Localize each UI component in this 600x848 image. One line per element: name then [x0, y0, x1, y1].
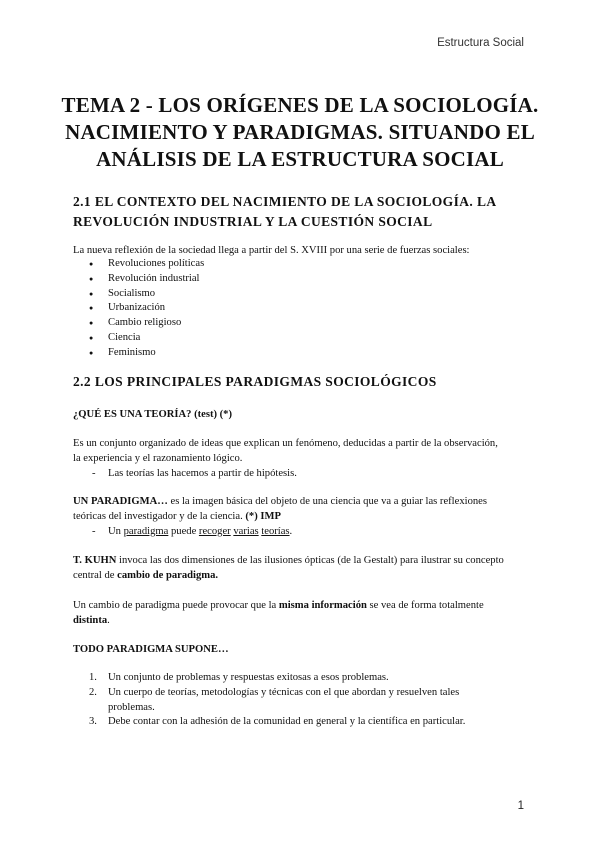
paradigm-definition: [73, 494, 533, 539]
paradigm-def-rest: es la imagen básica del objeto de una ciencia que va a guiar las reflexiones: [167, 496, 487, 507]
section-2-heading: 2.2 LOS PRINCIPALES PARADIGMAS SOCIOLÓGICOS: [73, 374, 437, 389]
theory-definition: [73, 436, 533, 481]
paradigm-note-puede: puede: [168, 526, 199, 537]
title-line-2: NACIMIENTO Y PARADIGMAS. SITUANDO EL: [65, 120, 535, 144]
list-item: [73, 715, 533, 730]
change-line1-b: se vea de forma totalmente: [366, 600, 484, 611]
section-1-heading-line-1: 2.1 EL CONTEXTO DEL NACIMIENTO DE LA SOCIOLOGÍA. LA: [73, 194, 497, 209]
list-item: ● Socialismo: [73, 287, 533, 302]
item-text: Un conjunto de problemas y respuestas exitosas a esos problemas.: [108, 672, 389, 683]
kuhn-line2-text: central de: [73, 570, 118, 581]
kuhn-name: T. KUHN: [73, 555, 117, 566]
title-line-3: ANÁLISIS DE LA ESTRUCTURA SOCIAL: [96, 147, 504, 171]
list-item: [73, 671, 533, 686]
list-item: [73, 686, 533, 716]
theory-definition-line-1: Es un conjunto organizado de ideas que explican un fenómeno, deducidas a partir de la observación,: [73, 438, 498, 449]
list-item: ● Cambio religioso: [73, 316, 533, 331]
paradigm-shift-term: cambio de paradigma.: [117, 570, 219, 581]
list-item: ● Urbanización: [73, 301, 533, 316]
item-text: Un cuerpo de teorías, metodologías y técnicas con el que abordan y resuelven tales: [108, 686, 460, 698]
section-1-heading: [73, 192, 497, 232]
paradigm-def-line2: teóricas del investigador y de la ciencia.: [73, 511, 246, 522]
change-line-2: [73, 613, 533, 628]
list-item: ● Ciencia: [73, 331, 533, 346]
document-title: [60, 92, 540, 173]
theory-question: ¿QUÉ ES UNA TEORÍA? (test) (*): [73, 409, 233, 420]
kuhn-line-2: [73, 568, 533, 583]
kuhn-line1-rest: invoca las dos dimensiones de las ilusiones ópticas (de la Gestalt) para ilustrar su concepto: [116, 555, 504, 566]
item-number: 2.: [89, 686, 97, 698]
paradigm-definition-line-2: [73, 509, 533, 524]
dash-marker: -: [92, 468, 96, 479]
paradigm-definition-line-1: [73, 494, 533, 509]
item-number: 3.: [89, 716, 97, 728]
paradigm-note-end: .: [289, 526, 293, 537]
theory-definition-line-2: la experiencia y el razonamiento lógico.: [73, 453, 243, 464]
paradigm-note-paradigma: paradigma: [123, 526, 169, 537]
imp-tag: (*) IMP: [245, 511, 281, 522]
change-line1-a: Un cambio de paradigma puede provocar que la: [73, 600, 279, 611]
section-1-intro: La nueva reflexión de la sociedad llega a partir del S. XVIII por una serie de fuerzas sociales:: [73, 245, 470, 256]
dash-marker: -: [92, 526, 96, 537]
title-line-1: TEMA 2 - LOS ORÍGENES DE LA SOCIOLOGÍA.: [61, 93, 539, 117]
paradigm-term: UN PARADIGMA…: [73, 496, 168, 507]
item-number: 1.: [89, 672, 97, 683]
kuhn-line-1: [73, 553, 533, 568]
section-1-heading-line-2: REVOLUCIÓN INDUSTRIAL Y LA CUESTIÓN SOCIAL: [73, 214, 433, 229]
social-forces-list: [73, 257, 533, 361]
supone-heading: TODO PARADIGMA SUPONE…: [73, 644, 229, 655]
list-item: ● Revoluciones políticas: [73, 257, 533, 272]
paradigm-note-recoger: recoger: [198, 526, 231, 537]
paradigm-change-paragraph: [73, 598, 533, 628]
change-line-1: [73, 598, 533, 613]
item-text: Debe contar con la adhesión de la comunidad en general y la científica en particular.: [108, 716, 466, 728]
paradigm-note: [73, 524, 533, 539]
item-text-cont: problemas.: [108, 701, 155, 713]
supone-list: [73, 671, 533, 730]
distinta: distinta: [73, 615, 108, 626]
paradigm-note-teorias: teorías: [261, 526, 290, 537]
paradigm-note-un: Un: [108, 526, 124, 537]
misma-informacion: misma información: [278, 600, 367, 611]
list-item: ● Feminismo: [73, 346, 533, 361]
theory-note-text: Las teorías las hacemos a partir de hipótesis.: [108, 468, 297, 479]
paradigm-note-varias: varias: [233, 526, 259, 537]
list-item: ● Revolución industrial: [73, 272, 533, 287]
theory-note: [73, 466, 533, 481]
kuhn-paragraph: [73, 553, 533, 583]
page-header: Estructura Social: [437, 37, 524, 49]
change-line2-end: .: [107, 615, 110, 626]
page-number: 1: [517, 800, 524, 812]
